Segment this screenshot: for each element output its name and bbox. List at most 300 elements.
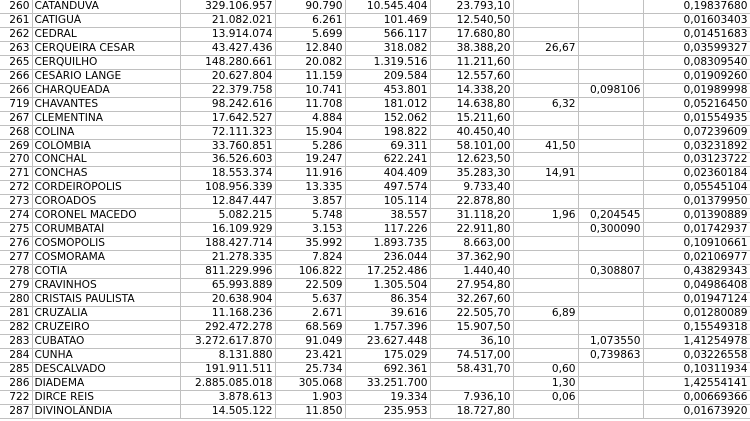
table-row	[0, 167, 750, 181]
cell-value-4[interactable]: 1.440,40	[430, 265, 513, 279]
cell-municipality[interactable]: DIADEMA	[32, 376, 180, 390]
cell-code[interactable]: 285	[0, 362, 32, 376]
cell-value-6[interactable]: 0,098106	[578, 83, 643, 97]
cell-value-5[interactable]	[513, 83, 578, 97]
cell-index[interactable]: 0,43829343	[643, 265, 750, 279]
cell-value-2[interactable]: 2.671	[275, 306, 345, 320]
table-row	[0, 348, 750, 362]
cell-value-1[interactable]: 20.627.804	[180, 69, 275, 83]
cell-value-6[interactable]	[578, 55, 643, 69]
cell-value-1[interactable]: 3.272.617.870	[180, 334, 275, 348]
table-row	[0, 265, 750, 279]
cell-value-6[interactable]	[578, 0, 643, 13]
cell-value-2[interactable]: 23.421	[275, 348, 345, 362]
cell-value-6[interactable]	[578, 181, 643, 195]
cell-value-5[interactable]	[513, 223, 578, 237]
cell-value-3[interactable]: 86.354	[345, 293, 430, 307]
cell-value-5[interactable]	[513, 125, 578, 139]
cell-value-6[interactable]	[578, 167, 643, 181]
cell-municipality[interactable]: COSMÓPOLIS	[32, 237, 180, 251]
cell-index[interactable]: 0,01379950	[643, 195, 750, 209]
cell-value-4[interactable]: 22.911,80	[430, 223, 513, 237]
cell-index[interactable]: 0,00669366	[643, 390, 750, 404]
cell-value-6[interactable]	[578, 237, 643, 251]
cell-value-2[interactable]: 25.734	[275, 362, 345, 376]
cell-value-1[interactable]: 21.278.335	[180, 251, 275, 265]
cell-value-1[interactable]: 13.914.074	[180, 27, 275, 41]
cell-value-2[interactable]: 3.153	[275, 223, 345, 237]
cell-value-6[interactable]: 1,073550	[578, 334, 643, 348]
cell-municipality[interactable]: CORUMBATAÍ	[32, 223, 180, 237]
cell-value-3[interactable]: 692.361	[345, 362, 430, 376]
cell-value-1[interactable]: 108.956.339	[180, 181, 275, 195]
table-row	[0, 223, 750, 237]
table-row	[0, 237, 750, 251]
cell-municipality[interactable]: CESÁRIO LANGE	[32, 69, 180, 83]
cell-value-4[interactable]: 27.954,80	[430, 279, 513, 293]
cell-municipality[interactable]: COROADOS	[32, 195, 180, 209]
cell-value-5[interactable]: 1,30	[513, 376, 578, 390]
cell-value-1[interactable]: 21.082.021	[180, 13, 275, 27]
cell-value-5[interactable]	[513, 13, 578, 27]
cell-index[interactable]: 1,42554141	[643, 376, 750, 390]
table-row	[0, 320, 750, 334]
cell-value-4[interactable]: 31.118,20	[430, 209, 513, 223]
cell-value-5[interactable]	[513, 27, 578, 41]
cell-value-5[interactable]: 1,96	[513, 209, 578, 223]
cell-code[interactable]: 262	[0, 27, 32, 41]
cell-value-3[interactable]: 19.334	[345, 390, 430, 404]
cell-code[interactable]: 281	[0, 306, 32, 320]
cell-value-2[interactable]: 106.822	[275, 265, 345, 279]
cell-index[interactable]: 0,01451683	[643, 27, 750, 41]
cell-value-3[interactable]: 622.241	[345, 153, 430, 167]
table-row	[0, 69, 750, 83]
cell-value-5[interactable]	[513, 153, 578, 167]
cell-value-6[interactable]: 0,204545	[578, 209, 643, 223]
cell-value-5[interactable]	[513, 348, 578, 362]
cell-value-5[interactable]	[513, 251, 578, 265]
cell-value-2[interactable]: 11.159	[275, 69, 345, 83]
cell-municipality[interactable]: COTIA	[32, 265, 180, 279]
cell-index[interactable]: 0,01280089	[643, 306, 750, 320]
cell-value-5[interactable]	[513, 320, 578, 334]
cell-value-5[interactable]	[513, 265, 578, 279]
cell-value-2[interactable]: 91.049	[275, 334, 345, 348]
cell-value-2[interactable]: 68.569	[275, 320, 345, 334]
cell-value-3[interactable]: 235.953	[345, 404, 430, 418]
cell-value-2[interactable]: 19.247	[275, 153, 345, 167]
cell-value-2[interactable]: 305.068	[275, 376, 345, 390]
cell-index[interactable]: 0,01909260	[643, 69, 750, 83]
cell-value-5[interactable]	[513, 279, 578, 293]
cell-municipality[interactable]: CORONEL MACEDO	[32, 209, 180, 223]
table-row	[0, 111, 750, 125]
table-row	[0, 404, 750, 418]
cell-value-2[interactable]: 11.916	[275, 167, 345, 181]
cell-value-2[interactable]: 20.082	[275, 55, 345, 69]
cell-value-5[interactable]: 6,89	[513, 306, 578, 320]
cell-code[interactable]: 719	[0, 97, 32, 111]
cell-value-2[interactable]: 13.335	[275, 181, 345, 195]
table-row	[0, 181, 750, 195]
cell-value-3[interactable]: 152.062	[345, 111, 430, 125]
cell-municipality[interactable]: CRUZÁLIA	[32, 306, 180, 320]
cell-value-5[interactable]	[513, 404, 578, 418]
cell-index[interactable]: 0,10311934	[643, 362, 750, 376]
cell-index[interactable]: 0,03599327	[643, 41, 750, 55]
cell-code[interactable]: 270	[0, 153, 32, 167]
cell-value-4[interactable]: 23.793,10	[430, 0, 513, 13]
table-row	[0, 55, 750, 69]
cell-value-3[interactable]: 23.627.448	[345, 334, 430, 348]
cell-value-1[interactable]: 11.168.236	[180, 306, 275, 320]
cell-municipality[interactable]: CERQUEIRA CESAR	[32, 41, 180, 55]
cell-index[interactable]: 0,03123722	[643, 153, 750, 167]
cell-value-4[interactable]: 74.517,00	[430, 348, 513, 362]
cell-value-6[interactable]	[578, 251, 643, 265]
cell-value-3[interactable]: 33.251.700	[345, 376, 430, 390]
cell-value-6[interactable]	[578, 293, 643, 307]
cell-value-6[interactable]: 0,739863	[578, 348, 643, 362]
cell-value-1[interactable]: 14.505.122	[180, 404, 275, 418]
cell-code[interactable]: 267	[0, 111, 32, 125]
table-row	[0, 251, 750, 265]
table-row	[0, 334, 750, 348]
cell-value-4[interactable]: 58.101,00	[430, 139, 513, 153]
table-row	[0, 279, 750, 293]
cell-value-4[interactable]: 22.505,70	[430, 306, 513, 320]
cell-municipality[interactable]: CLEMENTINA	[32, 111, 180, 125]
cell-value-2[interactable]: 22.509	[275, 279, 345, 293]
cell-code[interactable]: 274	[0, 209, 32, 223]
cell-index[interactable]: 0,01390889	[643, 209, 750, 223]
cell-code[interactable]: 260	[0, 0, 32, 13]
cell-value-3[interactable]: 10.545.404	[345, 0, 430, 13]
cell-value-5[interactable]	[513, 69, 578, 83]
cell-value-1[interactable]: 33.760.851	[180, 139, 275, 153]
cell-index[interactable]: 0,04986408	[643, 279, 750, 293]
cell-value-6[interactable]	[578, 139, 643, 153]
cell-value-6[interactable]	[578, 69, 643, 83]
cell-municipality[interactable]: CERQUILHO	[32, 55, 180, 69]
cell-index[interactable]: 0,10910661	[643, 237, 750, 251]
cell-value-1[interactable]: 148.280.661	[180, 55, 275, 69]
cell-code[interactable]: 287	[0, 404, 32, 418]
cell-value-4[interactable]: 12.623,50	[430, 153, 513, 167]
cell-municipality[interactable]: CATANDUVA	[32, 0, 180, 13]
cell-municipality[interactable]: COSMORAMA	[32, 251, 180, 265]
cell-value-5[interactable]	[513, 0, 578, 13]
cell-value-6[interactable]	[578, 362, 643, 376]
cell-index[interactable]: 0,05545104	[643, 181, 750, 195]
cell-index[interactable]: 0,08309540	[643, 55, 750, 69]
cell-value-4[interactable]: 7.936,10	[430, 390, 513, 404]
cell-municipality[interactable]: CATIGUÁ	[32, 13, 180, 27]
cell-value-5[interactable]: 41,50	[513, 139, 578, 153]
cell-index[interactable]: 0,05216450	[643, 97, 750, 111]
cell-value-1[interactable]: 811.229.996	[180, 265, 275, 279]
cell-value-6[interactable]	[578, 320, 643, 334]
cell-value-1[interactable]: 16.109.929	[180, 223, 275, 237]
cell-value-1[interactable]: 191.911.511	[180, 362, 275, 376]
cell-value-4[interactable]: 12.540,50	[430, 13, 513, 27]
cell-municipality[interactable]: DIRCE REIS	[32, 390, 180, 404]
cell-value-6[interactable]	[578, 41, 643, 55]
cell-value-1[interactable]: 22.379.758	[180, 83, 275, 97]
cell-value-6[interactable]	[578, 153, 643, 167]
cell-code[interactable]: 282	[0, 320, 32, 334]
table-row	[0, 209, 750, 223]
cell-value-3[interactable]: 236.044	[345, 251, 430, 265]
cell-value-2[interactable]: 11.850	[275, 404, 345, 418]
cell-municipality[interactable]: COLÔMBIA	[32, 139, 180, 153]
cell-value-2[interactable]: 4.884	[275, 111, 345, 125]
cell-index[interactable]: 0,01989998	[643, 83, 750, 97]
cell-value-6[interactable]	[578, 13, 643, 27]
cell-value-2[interactable]: 12.840	[275, 41, 345, 55]
cell-value-5[interactable]: 14,91	[513, 167, 578, 181]
cell-municipality[interactable]: CRISTAIS PAULISTA	[32, 293, 180, 307]
cell-code[interactable]: 269	[0, 139, 32, 153]
cell-value-2[interactable]: 5.699	[275, 27, 345, 41]
table-row	[0, 83, 750, 97]
cell-value-4[interactable]: 32.267,60	[430, 293, 513, 307]
cell-value-3[interactable]: 1.319.516	[345, 55, 430, 69]
cell-value-4[interactable]: 17.680,80	[430, 27, 513, 41]
cell-value-3[interactable]: 566.117	[345, 27, 430, 41]
cell-value-2[interactable]: 6.261	[275, 13, 345, 27]
cell-value-6[interactable]: 0,300090	[578, 223, 643, 237]
cell-code[interactable]: 271	[0, 167, 32, 181]
cell-index[interactable]: 0,01673920	[643, 404, 750, 418]
cell-value-4[interactable]: 22.878,80	[430, 195, 513, 209]
cell-value-3[interactable]: 17.252.486	[345, 265, 430, 279]
cell-value-4[interactable]: 11.211,60	[430, 55, 513, 69]
cell-value-4[interactable]: 38.388,20	[430, 41, 513, 55]
cell-value-5[interactable]	[513, 334, 578, 348]
table-row	[0, 0, 750, 13]
cell-municipality[interactable]: CRAVINHOS	[32, 279, 180, 293]
cell-value-2[interactable]: 7.824	[275, 251, 345, 265]
cell-value-4[interactable]: 40.450,40	[430, 125, 513, 139]
cell-value-6[interactable]	[578, 390, 643, 404]
cell-value-5[interactable]	[513, 181, 578, 195]
cell-index[interactable]: 0,03226558	[643, 348, 750, 362]
cell-value-1[interactable]: 65.993.889	[180, 279, 275, 293]
cell-value-1[interactable]: 8.131.880	[180, 348, 275, 362]
cell-value-3[interactable]: 318.082	[345, 41, 430, 55]
cell-code[interactable]: 280	[0, 293, 32, 307]
table-row	[0, 293, 750, 307]
cell-value-2[interactable]: 5.748	[275, 209, 345, 223]
cell-code[interactable]: 268	[0, 125, 32, 139]
cell-code[interactable]: 263	[0, 41, 32, 55]
cell-code[interactable]: 722	[0, 390, 32, 404]
cell-value-3[interactable]: 1.305.504	[345, 279, 430, 293]
cell-value-4[interactable]: 36,10	[430, 334, 513, 348]
cell-value-2[interactable]: 11.708	[275, 97, 345, 111]
cell-value-3[interactable]: 101.469	[345, 13, 430, 27]
cell-value-2[interactable]: 5.286	[275, 139, 345, 153]
cell-value-4[interactable]: 9.733,40	[430, 181, 513, 195]
cell-value-6[interactable]	[578, 279, 643, 293]
cell-value-4[interactable]	[430, 376, 513, 390]
cell-value-3[interactable]: 38.557	[345, 209, 430, 223]
cell-value-4[interactable]: 14.338,20	[430, 83, 513, 97]
cell-value-2[interactable]: 10.741	[275, 83, 345, 97]
cell-value-5[interactable]	[513, 237, 578, 251]
cell-index[interactable]: 0,19837680	[643, 0, 750, 13]
table-row	[0, 27, 750, 41]
cell-value-2[interactable]: 90.790	[275, 0, 345, 13]
cell-code[interactable]: 266	[0, 83, 32, 97]
cell-code[interactable]: 277	[0, 251, 32, 265]
cell-index[interactable]: 1,41254978	[643, 334, 750, 348]
cell-index[interactable]: 0,01742937	[643, 223, 750, 237]
cell-value-3[interactable]: 404.409	[345, 167, 430, 181]
cell-value-2[interactable]: 5.637	[275, 293, 345, 307]
cell-code[interactable]: 265	[0, 55, 32, 69]
table-row	[0, 362, 750, 376]
cell-value-2[interactable]: 35.992	[275, 237, 345, 251]
cell-value-1[interactable]: 43.427.436	[180, 41, 275, 55]
cell-code[interactable]: 266	[0, 69, 32, 83]
cell-value-3[interactable]: 105.114	[345, 195, 430, 209]
cell-value-4[interactable]: 58.431,70	[430, 362, 513, 376]
cell-value-6[interactable]	[578, 306, 643, 320]
cell-municipality[interactable]: CRUZEIRO	[32, 320, 180, 334]
cell-value-5[interactable]	[513, 55, 578, 69]
cell-value-6[interactable]	[578, 111, 643, 125]
cell-value-1[interactable]: 2.885.085.018	[180, 376, 275, 390]
cell-municipality[interactable]: DESCALVADO	[32, 362, 180, 376]
cell-code[interactable]: 283	[0, 334, 32, 348]
cell-value-4[interactable]: 12.557,60	[430, 69, 513, 83]
cell-code[interactable]: 278	[0, 265, 32, 279]
cell-municipality[interactable]: CHARQUEADA	[32, 83, 180, 97]
cell-code[interactable]: 279	[0, 279, 32, 293]
cell-value-1[interactable]: 72.111.323	[180, 125, 275, 139]
table-row	[0, 139, 750, 153]
cell-value-5[interactable]	[513, 195, 578, 209]
cell-value-6[interactable]	[578, 97, 643, 111]
cell-value-4[interactable]: 35.283,30	[430, 167, 513, 181]
cell-code[interactable]: 261	[0, 13, 32, 27]
cell-value-3[interactable]: 209.584	[345, 69, 430, 83]
cell-value-5[interactable]: 0,06	[513, 390, 578, 404]
cell-value-1[interactable]: 188.427.714	[180, 237, 275, 251]
cell-value-5[interactable]: 0,60	[513, 362, 578, 376]
cell-value-3[interactable]: 175.029	[345, 348, 430, 362]
cell-municipality[interactable]: CEDRAL	[32, 27, 180, 41]
table-row	[0, 13, 750, 27]
cell-value-4[interactable]: 18.727,80	[430, 404, 513, 418]
cell-value-5[interactable]: 6,32	[513, 97, 578, 111]
cell-value-5[interactable]	[513, 111, 578, 125]
table-row	[0, 125, 750, 139]
cell-value-4[interactable]: 14.638,80	[430, 97, 513, 111]
cell-municipality[interactable]: CONCHAS	[32, 167, 180, 181]
cell-value-3[interactable]: 39.616	[345, 306, 430, 320]
cell-municipality[interactable]: CONCHAL	[32, 153, 180, 167]
cell-value-3[interactable]: 181.012	[345, 97, 430, 111]
cell-value-6[interactable]	[578, 27, 643, 41]
cell-municipality[interactable]: DIVINOLÂNDIA	[32, 404, 180, 418]
table-row	[0, 153, 750, 167]
cell-value-1[interactable]: 292.472.278	[180, 320, 275, 334]
cell-value-1[interactable]: 329.106.957	[180, 0, 275, 13]
cell-value-6[interactable]	[578, 125, 643, 139]
cell-code[interactable]: 286	[0, 376, 32, 390]
cell-code[interactable]: 276	[0, 237, 32, 251]
cell-value-1[interactable]: 36.526.603	[180, 153, 275, 167]
cell-code[interactable]: 273	[0, 195, 32, 209]
table-row	[0, 41, 750, 55]
table-row	[0, 306, 750, 320]
cell-value-4[interactable]: 37.362,90	[430, 251, 513, 265]
cell-index[interactable]: 0,01603403	[643, 13, 750, 27]
cell-index[interactable]: 0,03231892	[643, 139, 750, 153]
cell-index[interactable]: 0,07239609	[643, 125, 750, 139]
cell-value-5[interactable]: 26,67	[513, 41, 578, 55]
cell-value-1[interactable]: 18.553.374	[180, 167, 275, 181]
table-row	[0, 390, 750, 404]
cell-municipality[interactable]: COLINA	[32, 125, 180, 139]
cell-index[interactable]: 0,01554935	[643, 111, 750, 125]
cell-value-4[interactable]: 15.907,50	[430, 320, 513, 334]
cell-index[interactable]: 0,15549318	[643, 320, 750, 334]
cell-value-3[interactable]: 117.226	[345, 223, 430, 237]
cell-value-3[interactable]: 198.822	[345, 125, 430, 139]
cell-municipality[interactable]: CUNHA	[32, 348, 180, 362]
table-row	[0, 376, 750, 390]
cell-code[interactable]: 275	[0, 223, 32, 237]
cell-value-3[interactable]: 1.757.396	[345, 320, 430, 334]
cell-value-4[interactable]: 15.211,60	[430, 111, 513, 125]
cell-index[interactable]: 0,02106977	[643, 251, 750, 265]
cell-value-6[interactable]	[578, 376, 643, 390]
cell-value-5[interactable]	[513, 293, 578, 307]
cell-value-1[interactable]: 12.847.447	[180, 195, 275, 209]
cell-value-1[interactable]: 5.082.215	[180, 209, 275, 223]
cell-code[interactable]: 284	[0, 348, 32, 362]
cell-municipality[interactable]: CUBATÃO	[32, 334, 180, 348]
cell-value-1[interactable]: 98.242.616	[180, 97, 275, 111]
cell-value-6[interactable]	[578, 195, 643, 209]
cell-value-3[interactable]: 453.801	[345, 83, 430, 97]
cell-index[interactable]: 0,01947124	[643, 293, 750, 307]
cell-value-2[interactable]: 15.904	[275, 125, 345, 139]
cell-value-1[interactable]: 3.878.613	[180, 390, 275, 404]
cell-value-3[interactable]: 1.893.735	[345, 237, 430, 251]
cell-municipality[interactable]: CHAVANTES	[32, 97, 180, 111]
table-row	[0, 195, 750, 209]
cell-value-1[interactable]: 20.638.904	[180, 293, 275, 307]
cell-value-2[interactable]: 3.857	[275, 195, 345, 209]
cell-code[interactable]: 272	[0, 181, 32, 195]
cell-value-2[interactable]: 1.903	[275, 390, 345, 404]
cell-index[interactable]: 0,02360184	[643, 167, 750, 181]
cell-value-6[interactable]	[578, 404, 643, 418]
cell-value-1[interactable]: 17.642.527	[180, 111, 275, 125]
table-row	[0, 97, 750, 111]
cell-value-4[interactable]: 8.663,00	[430, 237, 513, 251]
cell-municipality[interactable]: CORDEIRÓPOLIS	[32, 181, 180, 195]
cell-value-3[interactable]: 497.574	[345, 181, 430, 195]
cell-value-6[interactable]: 0,308807	[578, 265, 643, 279]
cell-value-3[interactable]: 69.311	[345, 139, 430, 153]
